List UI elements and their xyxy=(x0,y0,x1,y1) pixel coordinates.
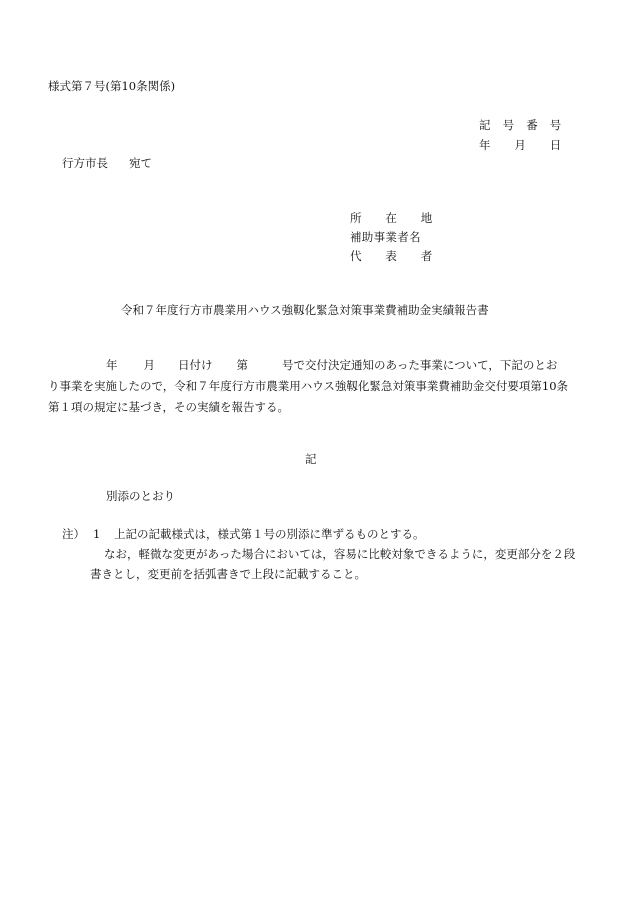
body-year: 年 xyxy=(106,358,118,372)
note-label: 注） xyxy=(62,527,85,541)
document-date: 年 月 日 xyxy=(479,138,562,152)
document-number-label: 記 号 番 号 xyxy=(479,118,562,132)
addressee-name: 行方市長 xyxy=(62,156,108,170)
applicant-representative-label: 代 表 者 xyxy=(350,249,433,263)
body-month: 月 xyxy=(143,358,155,372)
applicant-name-label: 補助事業者名 xyxy=(350,230,421,244)
note-number: 1 xyxy=(93,527,101,541)
note-line-1: 上記の記載様式は，様式第１号の別添に準ずるものとする。 xyxy=(114,527,425,541)
form-label: 様式第７号(第10条関係) xyxy=(48,79,176,93)
body-line-1 xyxy=(48,355,588,376)
body-date: 日付け xyxy=(178,358,213,372)
note-line-2: なお，軽微な変更があった場合においては，容易に比較対象できるように，変更部分を２段 xyxy=(104,547,576,561)
body-line-2: り事業を実施したので，令和７年度行方市農業用ハウス強靱化緊急対策事業費補助金交付要項第10条 xyxy=(48,379,569,393)
document-title: 令和７年度行方市農業用ハウス強靱化緊急対策事業費補助金実績報告書 xyxy=(121,303,489,317)
body-line-3: 第１項の規定に基づき，その実績を報告する。 xyxy=(48,400,290,414)
note-line-3: 書きとし，変更前を括弧書きで上段に記載すること。 xyxy=(90,567,366,581)
addressee-suffix: 宛て xyxy=(129,156,152,170)
applicant-address-label: 所 在 地 xyxy=(350,211,433,225)
attachment-text: 別添のとおり xyxy=(106,489,175,503)
body-paragraph xyxy=(48,355,588,418)
body-number-prefix: 第 xyxy=(236,358,248,372)
body-line-1-rest: 号で交付決定通知のあった事業について，下記のとお xyxy=(282,358,558,372)
ki-heading: 記 xyxy=(305,452,317,466)
